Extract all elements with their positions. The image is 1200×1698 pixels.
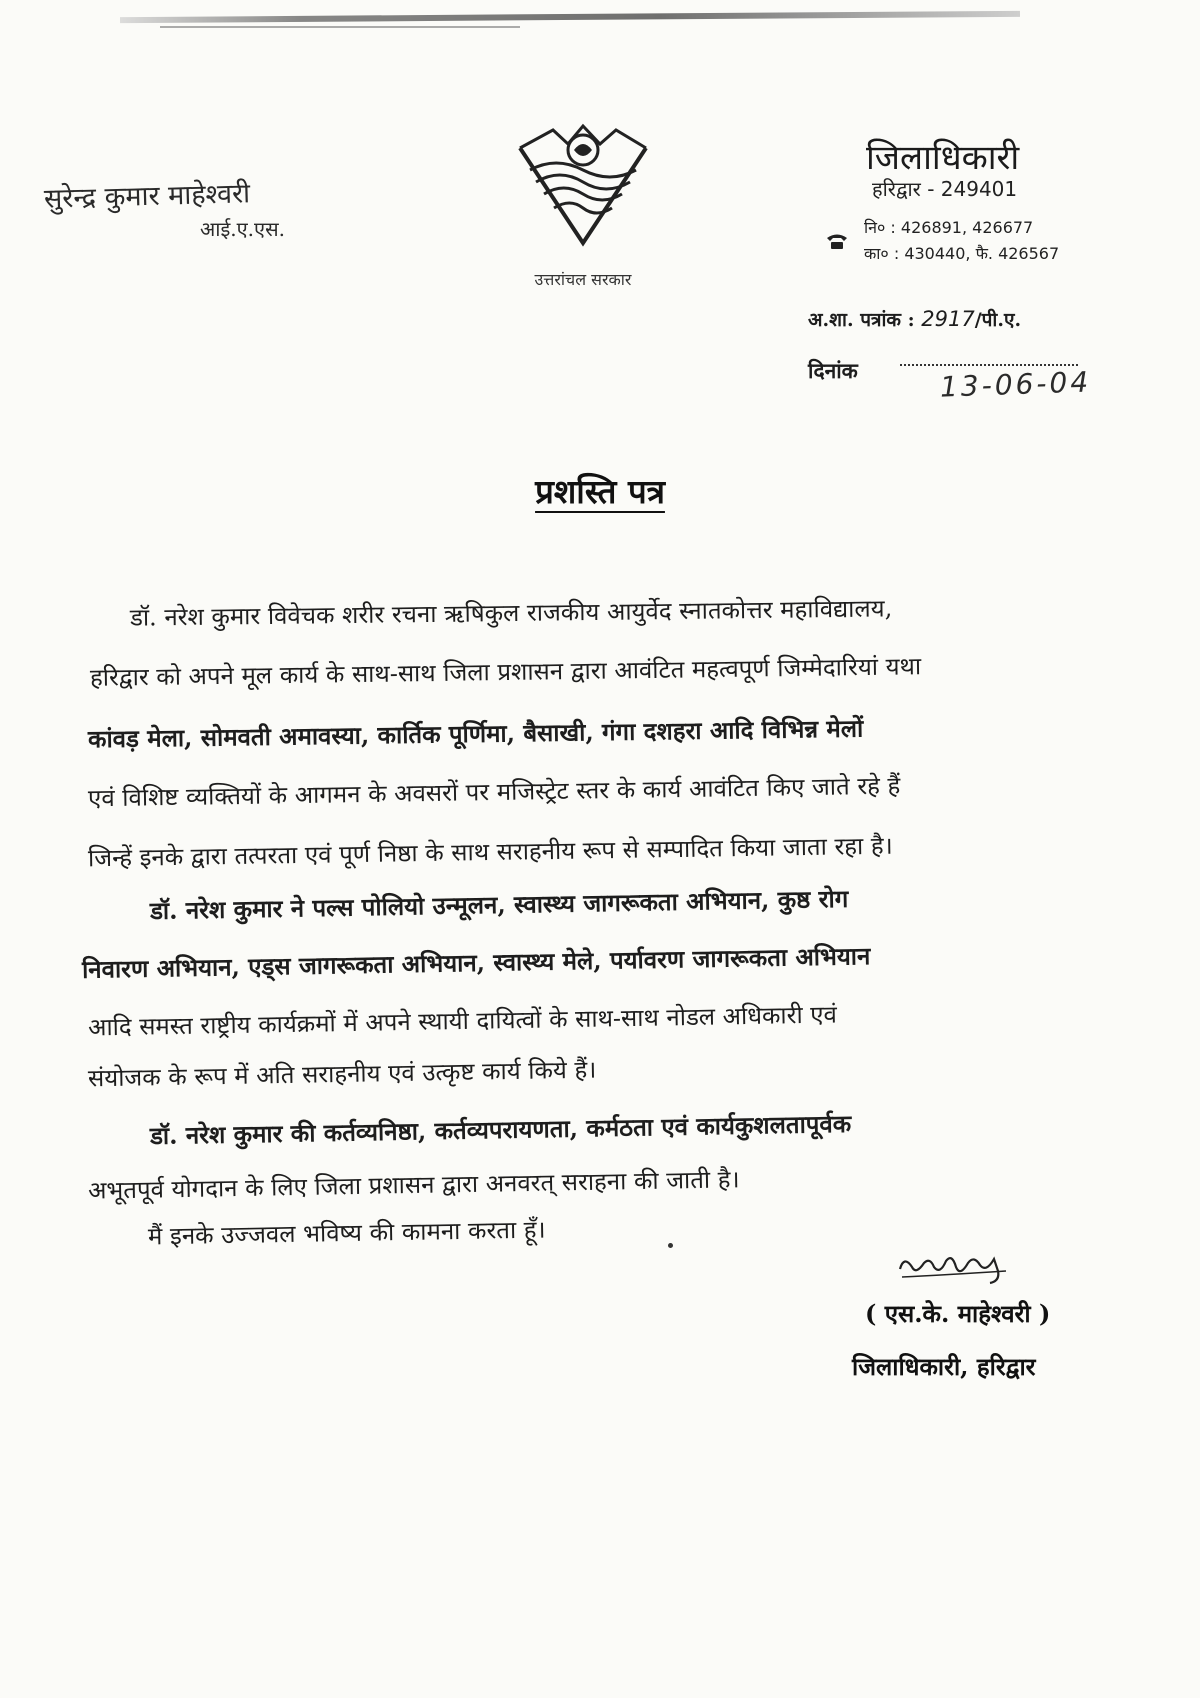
- office-city: हरिद्वार - 249401: [872, 177, 1018, 201]
- body-line: जिन्हें इनके द्वारा तत्परता एवं पूर्ण निष्ठा के साथ सराहनीय रूप से सम्पादित किया जाता रहा है।: [87, 831, 893, 873]
- uttaranchal-emblem-icon: [508, 118, 658, 248]
- page-title: प्रशस्ति पत्र: [535, 472, 665, 511]
- body-line: एवं विशिष्ट व्यक्तियों के आगमन के अवसरों पर मजिस्ट्रेट स्तर के कार्य आवंटित किए जाते रहे हैं: [87, 771, 901, 813]
- letter-number-label: अ.शा. पत्रांक :: [808, 309, 915, 331]
- signatory-name: ( एस.के. माहेश्वरी ): [865, 1299, 1051, 1328]
- sender-name: सुरेन्द्र कुमार माहेश्वरी: [43, 178, 251, 215]
- body-line: डॉ. नरेश कुमार की कर्तव्यनिष्ठा, कर्तव्यपरायणता, कर्मठता एवं कार्यकुशलतापूर्वक: [149, 1108, 852, 1151]
- phone-office: का० : 430440, फै. 426567: [864, 244, 1060, 263]
- date-value: 13-06-04: [939, 365, 1092, 404]
- body-line: हरिद्वार को अपने मूल कार्य के साथ-साथ जिला प्रशासन द्वारा आवंटित महत्वपूर्ण जिम्मेदारियां यथा: [89, 652, 922, 692]
- office-title: जिलाधिकारी: [866, 138, 1020, 178]
- date-dotted-line: [900, 364, 1078, 366]
- phone-residence: नि० : 426891, 426677: [864, 218, 1034, 237]
- emblem-caption: उत्तरांचल सरकार: [534, 270, 632, 289]
- body-line: आदि समस्त राष्ट्रीय कार्यक्रमों में अपने स्थायी दायित्वों के साथ-साथ नोडल अधिकारी एवं: [87, 1000, 838, 1042]
- sender-title: आई.ए.एस.: [200, 217, 285, 241]
- body-line: संयोजक के रूप में अति सराहनीय एवं उत्कृष्ट कार्य किये हैं।: [87, 1055, 597, 1093]
- signatory-designation: जिलाधिकारी, हरिद्वार: [852, 1352, 1036, 1381]
- scan-top-edge: [120, 11, 1020, 23]
- letter-number: [808, 306, 1021, 332]
- date-label: दिनांक: [808, 358, 858, 383]
- letter-number-value: 2917: [921, 307, 975, 331]
- body-line: डॉ. नरेश कुमार ने पल्स पोलियो उन्मूलन, स्वास्थ्य जागरूकता अभियान, कुष्ठ रोग: [149, 883, 849, 926]
- body-line: डॉ. नरेश कुमार विवेचक शरीर रचना ऋषिकुल राजकीय आयुर्वेद स्नातकोत्तर महाविद्यालय,: [129, 594, 893, 632]
- ink-dot: [668, 1243, 673, 1248]
- telephone-icon: [826, 232, 848, 250]
- body-line: निवारण अभियान, एड्स जागरूकता अभियान, स्वास्थ्य मेले, पर्यावरण जागरूकता अभियान: [81, 941, 871, 984]
- body-line: अभूतपूर्व योगदान के लिए जिला प्रशासन द्वारा अनवरत् सराहना की जाती है।: [87, 1165, 740, 1205]
- handwritten-signature: [894, 1245, 1014, 1285]
- scan-top-edge-line: [160, 26, 520, 28]
- letter-number-suffix: /पी.ए.: [974, 309, 1022, 331]
- body-line: कांवड़ मेला, सोमवती अमावस्या, कार्तिक पूर्णिमा, बैसाखी, गंगा दशहरा आदि विभिन्न मेलों: [87, 713, 864, 754]
- body-line: मैं इनके उज्जवल भविष्य की कामना करता हूँ।: [147, 1215, 546, 1251]
